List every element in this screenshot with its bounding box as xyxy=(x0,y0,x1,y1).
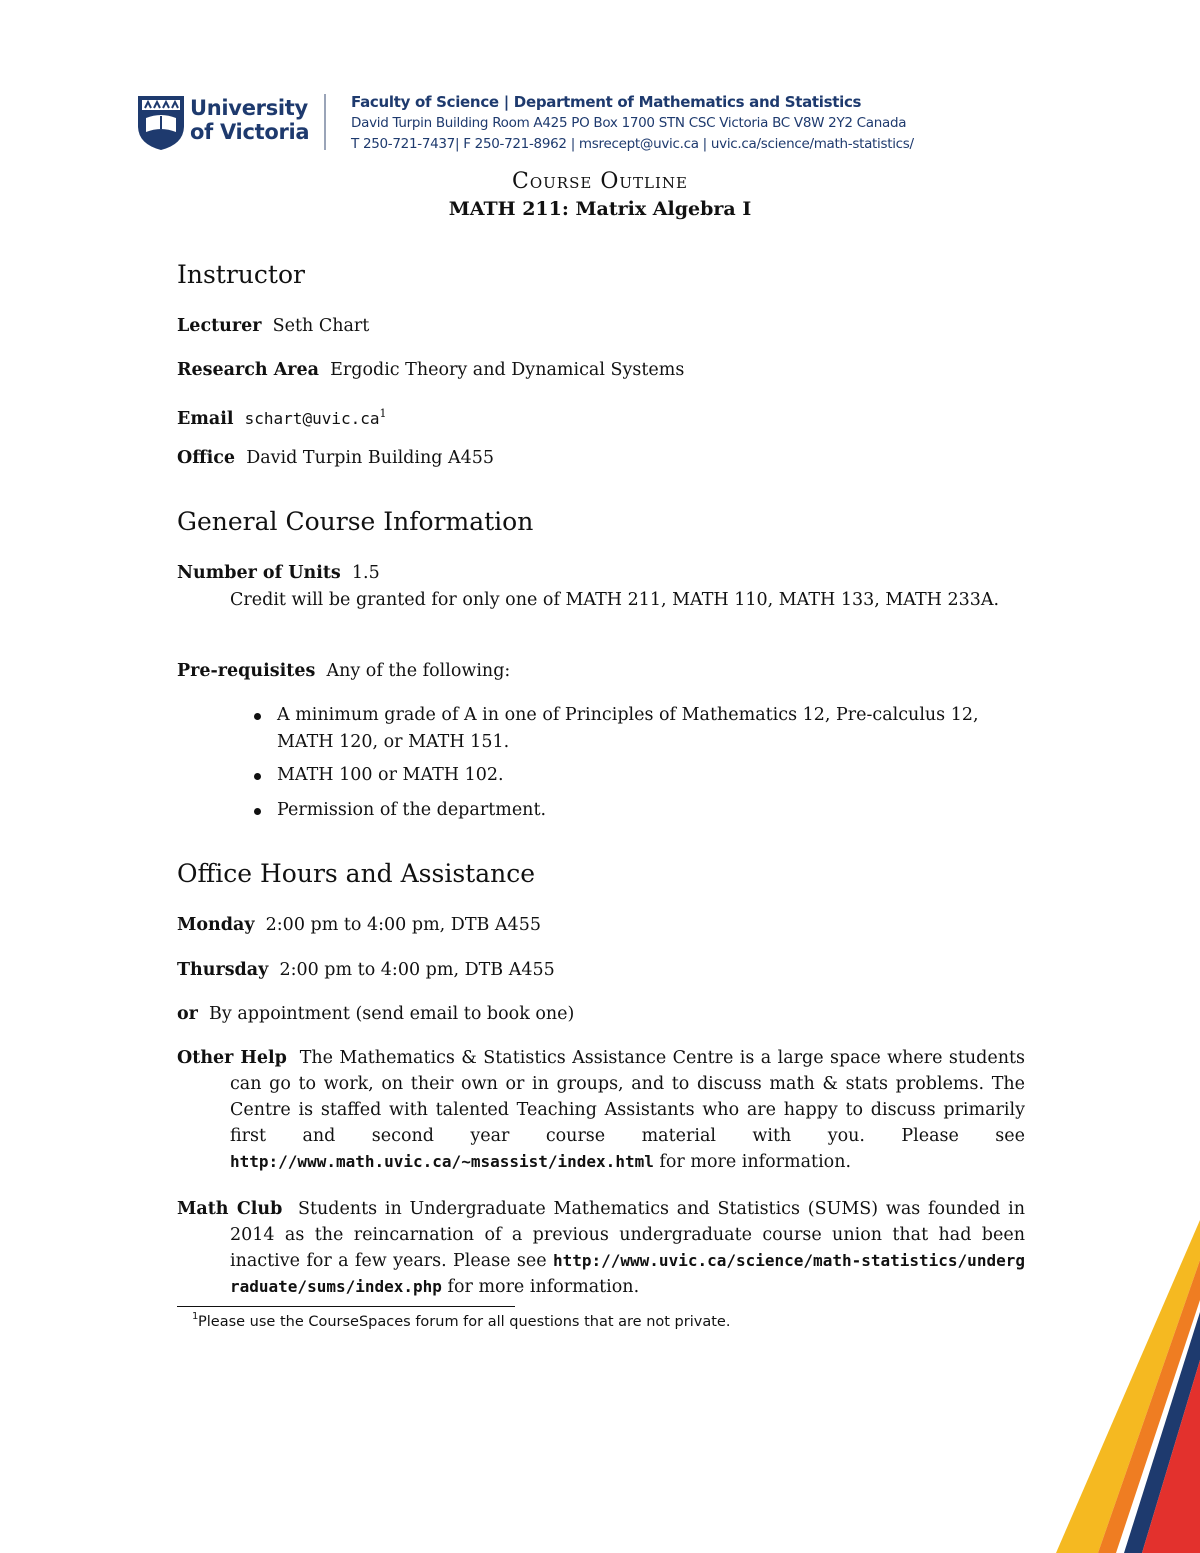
office-hours-heading: Office Hours and Assistance xyxy=(177,859,536,888)
credit-note: Credit will be granted for only one of MATH 211, MATH 110, MATH 133, MATH 233A. xyxy=(230,590,1000,610)
header-divider xyxy=(324,94,326,150)
prereq-item: MATH 100 or MATH 102. xyxy=(254,762,1026,789)
general-heading: General Course Information xyxy=(177,507,534,536)
bullet-icon xyxy=(254,773,261,780)
monday-row: Monday 2:00 pm to 4:00 pm, DTB A455 xyxy=(177,915,541,935)
lecturer-row: Lecturer Seth Chart xyxy=(177,316,370,336)
email-row: Email $schart@uvic.ca^1$ xyxy=(177,407,387,429)
bullet-icon xyxy=(254,713,261,720)
math-club-row: Math Club Students in Undergraduate Mathematics and Statistics (SUMS) was founded in 2014 as the reincarnation of a previous undergraduate course union that had been inactive for a few years. Please see http://www.uvic.ca/science/math-statistics/undergraduate/sums/index.php for more information. xyxy=(177,1199,1025,1297)
footnote: 1 Please use the CourseSpaces forum for all questions that are not private. xyxy=(192,1311,731,1330)
appointment-row: or By appointment (send email to book one) xyxy=(177,1004,575,1024)
instructor-heading: Instructor xyxy=(177,260,305,289)
prereq-item: Permission of the department. xyxy=(254,797,1026,824)
units-row: Number of Units 1.5 xyxy=(177,563,380,583)
prereq-row: Pre-requisites Any of the following: xyxy=(177,661,511,681)
prereq-item: A minimum grade of A in one of Principles of Mathematics 12, Pre-calculus 12, MATH 120, or MATH 151. xyxy=(254,702,1026,755)
logo-wordmark: University of Victoria xyxy=(190,96,310,144)
faculty-line: Faculty of Science | Department of Mathematics and Statistics xyxy=(351,93,862,111)
doc-type-title: Course Outline xyxy=(512,169,688,194)
department-header xyxy=(351,91,914,155)
research-row: Research Area Ergodic Theory and Dynamical Systems xyxy=(177,360,685,380)
bullet-icon xyxy=(254,808,261,815)
contact-line: T 250-721-7437| F 250-721-8962 | msrecept@uvic.ca | uvic.ca/science/math-statistics/ xyxy=(351,136,914,152)
decorative-stripes xyxy=(1040,1220,1200,1553)
email-link[interactable]: schart@uvic.ca xyxy=(244,408,380,428)
footnote-rule xyxy=(177,1306,515,1307)
uvic-shield-icon xyxy=(138,96,184,150)
address-line: David Turpin Building Room A425 PO Box 1700 STN CSC Victoria BC V8W 2Y2 Canada xyxy=(351,115,907,131)
thursday-row: Thursday 2:00 pm to 4:00 pm, DTB A455 xyxy=(177,960,555,980)
office-row: Office David Turpin Building A455 xyxy=(177,448,495,468)
sums-link[interactable]: http://www.uvic.ca/science/math-statistics/undergraduate/sums/index.php xyxy=(230,1251,1025,1296)
assist-centre-link[interactable]: http://www.math.uvic.ca/~msassist/index.html xyxy=(230,1152,654,1171)
course-title: MATH 211: Matrix Algebra I xyxy=(448,198,752,220)
other-help-row: Other Help The Mathematics & Statistics Assistance Centre is a large space where students can go to work, on their own or in groups, and to discuss math & stats problems. The Centre is staffed with talented Teaching Assistants who are happy to discuss primarily first and second year course material with you. Please see http://www.math.uvic.ca/~msassist/index.html for more information. xyxy=(177,1048,1025,1172)
